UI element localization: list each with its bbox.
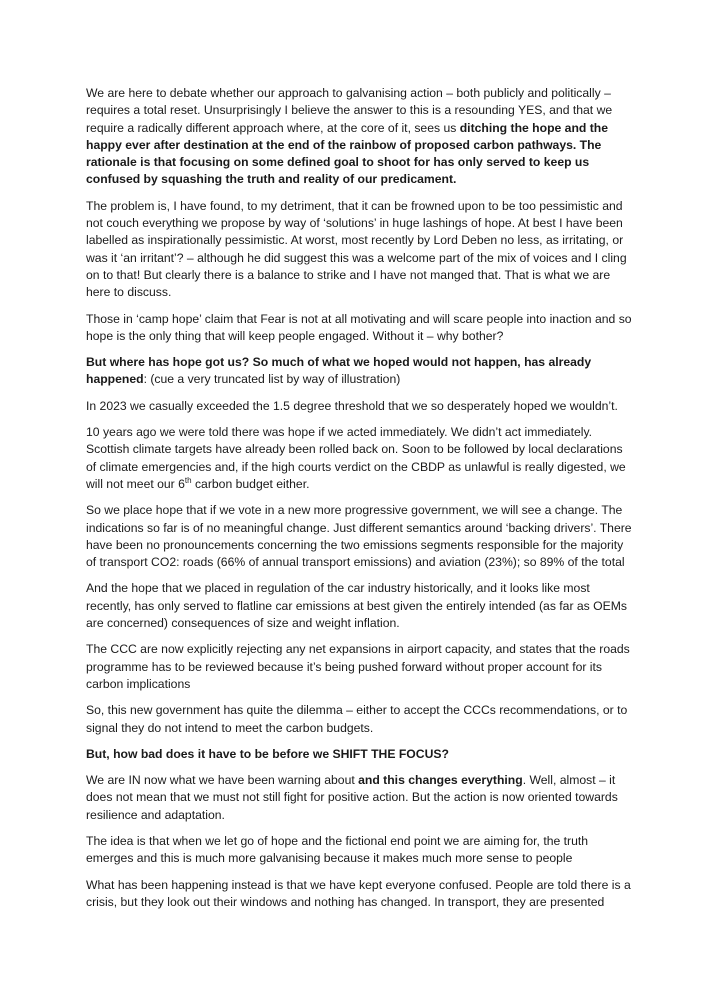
paragraph-2023: In 2023 we casually exceeded the 1.5 degree threshold that we so desperately hoped we wouldn’t. [86, 398, 618, 413]
paragraph-problem: The problem is, I have found, to my detriment, that it can be frowned upon to be too pessimistic and not couch everything we propose by way of ‘solutions’ in huge lashings of hope. At best I have been labelled as inspirationally pessimistic. At worst, most recently by Lord Deben no less, as irritating, or was it ‘an irritant’? – although he did suggest this was a welcome part of the mix of voices and I cling on to that! But clearly there is a balance to strike and I have not manged that. That is what we are here to discuss. [86, 198, 627, 300]
text-run: We are here to debate whether our approach to galvanising action – both publicly and politically – requires a total reset. Unsurprisingly I believe the answer to this is a resounding YES, and that we require a radically different approach where, at the core of it, sees us [86, 86, 613, 135]
paragraph-ccc: The CCC are now explicitly rejecting any net expansions in airport capacity, and states that the roads programme has to be reviewed because it’s being pushed forward without proper account for its carbon implications [86, 642, 630, 691]
text-run: : (cue a very truncated list by way of illustration) [143, 372, 401, 387]
bold-text-run: ditching the hope and the happy ever after destination at the end of the rainbow of proposed carbon pathways. The rationale is that focusing on some defined goal to shoot for has only served to keep us confused by squashing the truth and reality of our predicament. [86, 120, 609, 187]
paragraph-new-government: So we place hope that if we vote in a new more progressive government, we will see a change. The indications so far is of no meaningful change. Just different semantics around ‘backing drivers’. There have been no pronouncements concerning the two emissions segments responsible for the majority of transport CO2: roads (66% of annual transport emissions) and aviation (23%); so 89% of the total [86, 503, 632, 570]
bold-text-run: But where has hope got us? So much of what we hoped would not happen, has already happened [86, 355, 592, 387]
paragraph-confused: What has been happening instead is that we have kept everyone confused. People are told there is a crisis, but they look out their windows and nothing has changed. In transport, they are presented [86, 877, 631, 909]
paragraph-dilemma: So, this new government has quite the dilemma – either to accept the CCCs recommendations, or to signal they do not intend to meet the carbon budgets. [86, 703, 628, 735]
paragraph-idea: The idea is that when we let go of hope and the fictional end point we are aiming for, the truth emerges and this is much more galvanising because it makes much more sense to people [86, 833, 589, 866]
paragraph-shift-focus [86, 746, 632, 763]
bold-text-run: But, how bad does it have to be before we SHIFT THE FOCUS? [86, 746, 449, 761]
text-run: carbon budget either. [191, 476, 310, 491]
paragraph-we-are-in [86, 772, 632, 824]
text-run: 10 years ago we were told there was hope if we acted immediately. We didn’t act immediately. Scottish climate targets have already been rolled back on. Soon to be followed by local declarations of climate emergencies and, if the high courts verdict on the CBDP as unlawful is really digested, we will not meet our 6 [86, 425, 626, 491]
paragraph-camp-hope: Those in ‘camp hope’ claim that Fear is not at all motivating and will scare people into inaction and so hope is the only thing that will keep people engaged. Without it – why bother? [86, 311, 632, 343]
text-run: We are IN now what we have been warning about [86, 773, 359, 788]
paragraph-10-years [86, 424, 632, 493]
bold-text-run: and this changes everything [358, 773, 523, 788]
paragraph-regulation: And the hope that we placed in regulation of the car industry historically, and it looks like most recently, has only served to flatline car emissions at best given the entirely intended (as far as OEMs are concerned) consequences of size and weight inflation. [86, 581, 628, 631]
superscript: th [184, 475, 192, 485]
paragraph-where-has-hope [86, 354, 632, 389]
document-page [86, 85, 632, 920]
text-run: . Well, almost – it does not mean that we must not still fight for positive action. But the action is now oriented towards resilience and adaptation. [86, 773, 618, 822]
paragraph-intro [86, 85, 632, 189]
